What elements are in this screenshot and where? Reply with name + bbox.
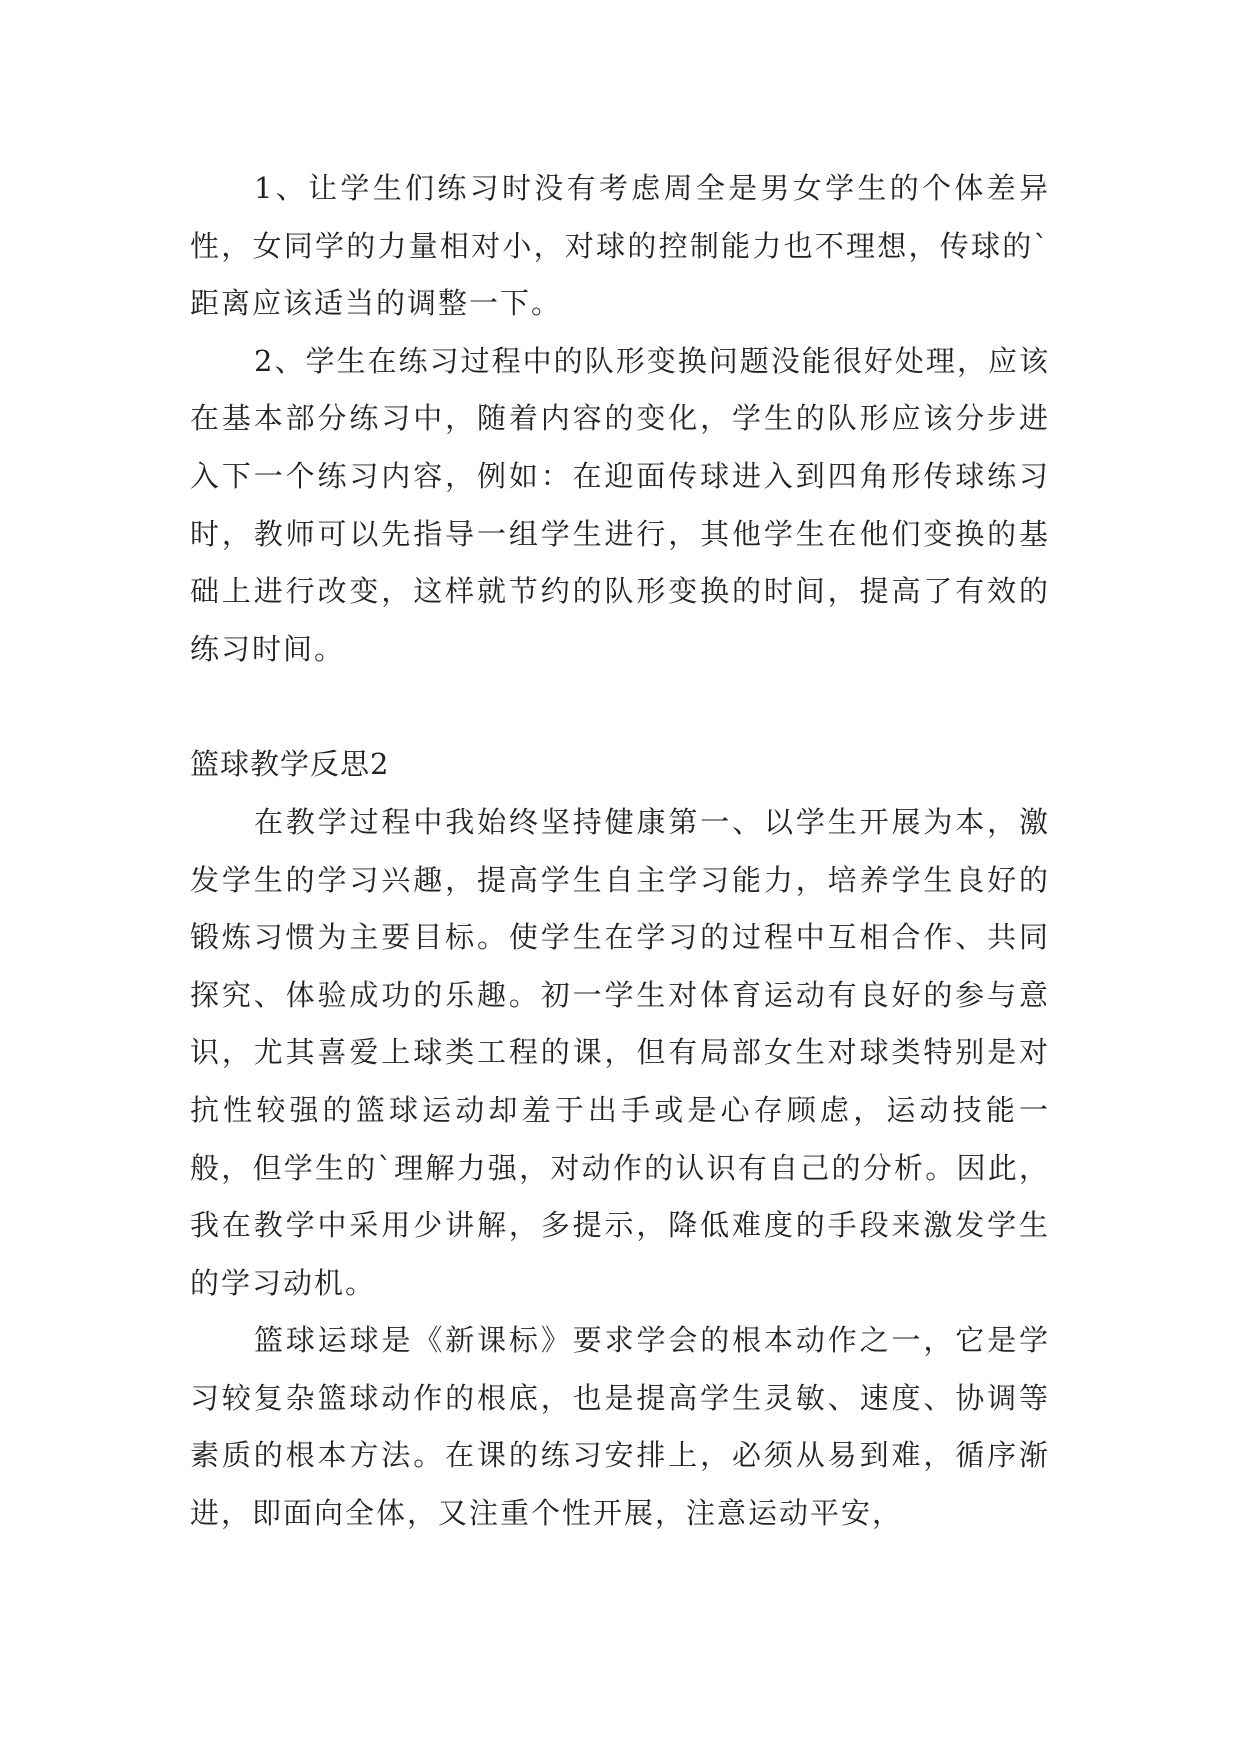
paragraph-2: 2、学生在练习过程中的队形变换问题没能很好处理，应该在基本部分练习中，随着内容的变化，学生的队形应该分步进入下一个练习内容，例如：在迎面传球进入到四角形传球练习时，教师可以先指导一组学生进行，其他学生在他们变换的基础上进行改变，这样就节约的队形变换的时间，提高了有效的练习时间。 — [190, 343, 1050, 666]
paragraph-4: 篮球运球是《新课标》要求学会的根本动作之一，它是学习较复杂篮球动作的根底，也是提高学生灵敏、速度、协调等素质的根本方法。在课的练习安排上，必须从易到难，循序渐进，即面向全体，又注重个性开展，注意运动平安， — [190, 1323, 1050, 1531]
section-heading: 篮球教学反思2 — [190, 747, 390, 782]
section-gap — [190, 678, 1050, 736]
paragraph-3: 在教学过程中我始终坚持健康第一、以学生开展为本，激发学生的学习兴趣，提高学生自主学习能力，培养学生良好的锻炼习惯为主要目标。使学生在学习的过程中互相合作、共同探究、体验成功的乐趣。初一学生对体育运动有良好的参与意识，尤其喜爱上球类工程的课，但有局部女生对球类特别是对抗性较强的篮球运动却羞于出手或是心存顾虑，运动技能一般，但学生的`理解力强，对动作的认识有自己的分析。因此，我在教学中采用少讲解，多提示，降低难度的手段来激发学生的学习动机。 — [190, 804, 1050, 1300]
paragraph-1: 1、让学生们练习时没有考虑周全是男女学生的个体差异性，女同学的力量相对小，对球的控制能力也不理想，传球的`距离应该适当的调整一下。 — [190, 171, 1050, 321]
document-page — [190, 160, 1050, 1543]
